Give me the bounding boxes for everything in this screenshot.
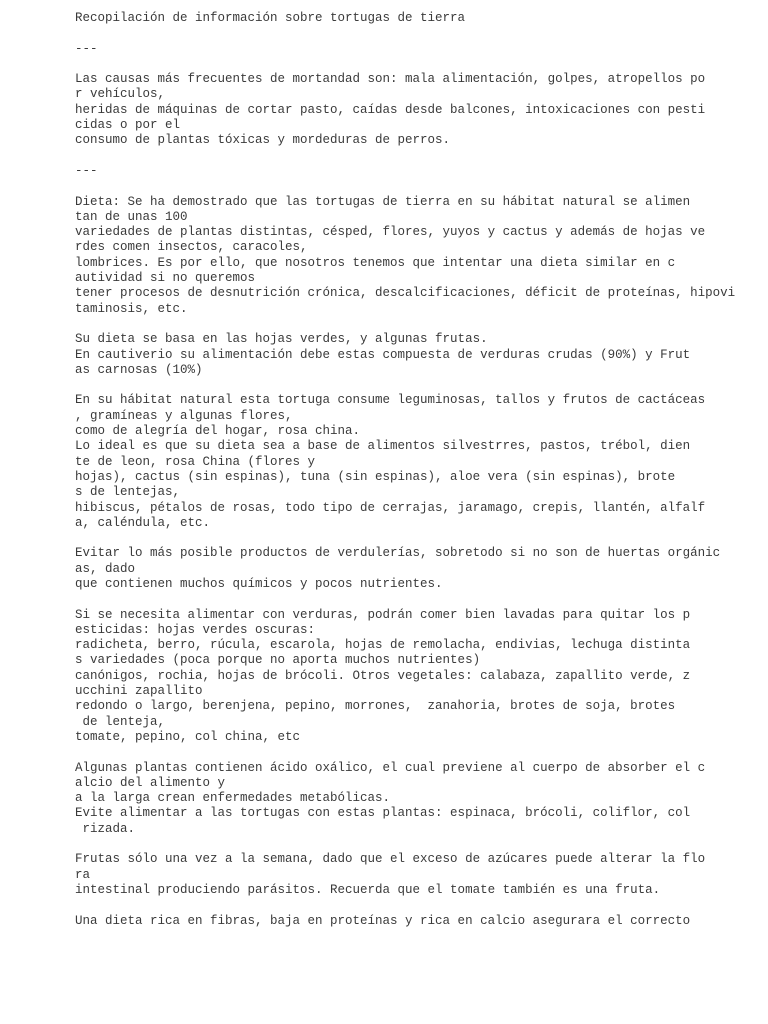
text-line: rizada. [75, 821, 136, 836]
document-text [75, 11, 755, 929]
text-line: radicheta, berro, rúcula, escarola, hojas de remolacha, endivias, lechuga distinta [75, 638, 691, 653]
text-line: tomate, pepino, col china, etc [75, 729, 301, 744]
text-line: te de leon, rosa China (flores y [75, 454, 316, 469]
text-line: Su dieta se basa en las hojas verdes, y algunas frutas. [75, 332, 488, 347]
text-line: Lo ideal es que su dieta sea a base de alimentos silvestrres, pastos, trébol, dien [75, 439, 691, 454]
text-line: En cautiverio su alimentación debe estas compuesta de verduras crudas (90%) y Frut [75, 347, 691, 362]
text-line: hibiscus, pétalos de rosas, todo tipo de cerrajas, jaramago, crepis, llantén, alfalf [75, 500, 706, 515]
text-line: hojas), cactus (sin espinas), tuna (sin espinas), aloe vera (sin espinas), brote [75, 469, 676, 484]
text-line: de lenteja, [75, 714, 166, 729]
text-line: cidas o por el [75, 118, 181, 133]
text-line: intestinal produciendo parásitos. Recuerda que el tomate también es una fruta. [75, 882, 661, 897]
text-line: Dieta: Se ha demostrado que las tortugas de tierra en su hábitat natural se alimen [75, 194, 691, 209]
text-line: s variedades (poca porque no aporta muchos nutrientes) [75, 653, 481, 668]
text-line: Las causas más frecuentes de mortandad son: mala alimentación, golpes, atropellos po [75, 72, 706, 87]
text-line: canónigos, rochia, hojas de brócoli. Otros vegetales: calabaza, zapallito verde, z [75, 668, 691, 683]
text-line: Una dieta rica en fibras, baja en proteínas y rica en calcio asegurara el correcto [75, 913, 691, 928]
text-line: autividad si no queremos [75, 271, 256, 286]
text-line: Evitar lo más posible productos de verdulerías, sobretodo si no son de huertas orgánic [75, 546, 721, 561]
text-line: heridas de máquinas de cortar pasto, caídas desde balcones, intoxicaciones con pesti [75, 102, 706, 117]
text-line: a, caléndula, etc. [75, 515, 211, 530]
text-line: s de lentejas, [75, 485, 181, 500]
text-line: --- [75, 163, 98, 178]
text-line: rdes comen insectos, caracoles, [75, 240, 308, 255]
text-line: alcio del alimento y [75, 775, 226, 790]
text-line: r vehículos, [75, 87, 166, 102]
text-line: as, dado [75, 561, 136, 576]
text-line: Algunas plantas contienen ácido oxálico, el cual previene al cuerpo de absorber el c [75, 760, 706, 775]
text-line: como de alegría del hogar, rosa china. [75, 424, 361, 439]
text-line: que contienen muchos químicos y pocos nutrientes. [75, 576, 443, 591]
text-line: tener procesos de desnutrición crónica, descalcificaciones, déficit de proteínas, hipovi [75, 286, 736, 301]
text-line: taminosis, etc. [75, 301, 188, 316]
text-line: a la larga crean enfermedades metabólicas. [75, 791, 391, 806]
text-line: consumo de plantas tóxicas y mordeduras de perros. [75, 133, 451, 148]
text-line: Frutas sólo una vez a la semana, dado que el exceso de azúcares puede alterar la flo [75, 852, 706, 867]
text-line: esticidas: hojas verdes oscuras: [75, 622, 316, 637]
text-line: Evite alimentar a las tortugas con estas plantas: espinaca, brócoli, coliflor, col [75, 806, 691, 821]
text-line: redondo o largo, berenjena, pepino, morrones, zanahoria, brotes de soja, brotes [75, 699, 676, 714]
text-line: Recopilación de información sobre tortugas de tierra [75, 11, 466, 25]
text-line: ra [75, 867, 91, 882]
text-line: ucchini zapallito [75, 684, 203, 699]
text-line: variedades de plantas distintas, césped, flores, yuyos y cactus y además de hojas ve [75, 225, 706, 240]
text-line: as carnosas (10%) [75, 362, 203, 377]
text-line: , gramíneas y algunas flores, [75, 408, 293, 423]
text-line: En su hábitat natural esta tortuga consume leguminosas, tallos y frutos de cactáceas [75, 393, 706, 408]
text-line: Si se necesita alimentar con verduras, podrán comer bien lavadas para quitar los p [75, 607, 691, 622]
text-line: --- [75, 41, 98, 56]
text-line: lombrices. Es por ello, que nosotros tenemos que intentar una dieta similar en c [75, 255, 676, 270]
text-line: tan de unas 100 [75, 209, 188, 224]
